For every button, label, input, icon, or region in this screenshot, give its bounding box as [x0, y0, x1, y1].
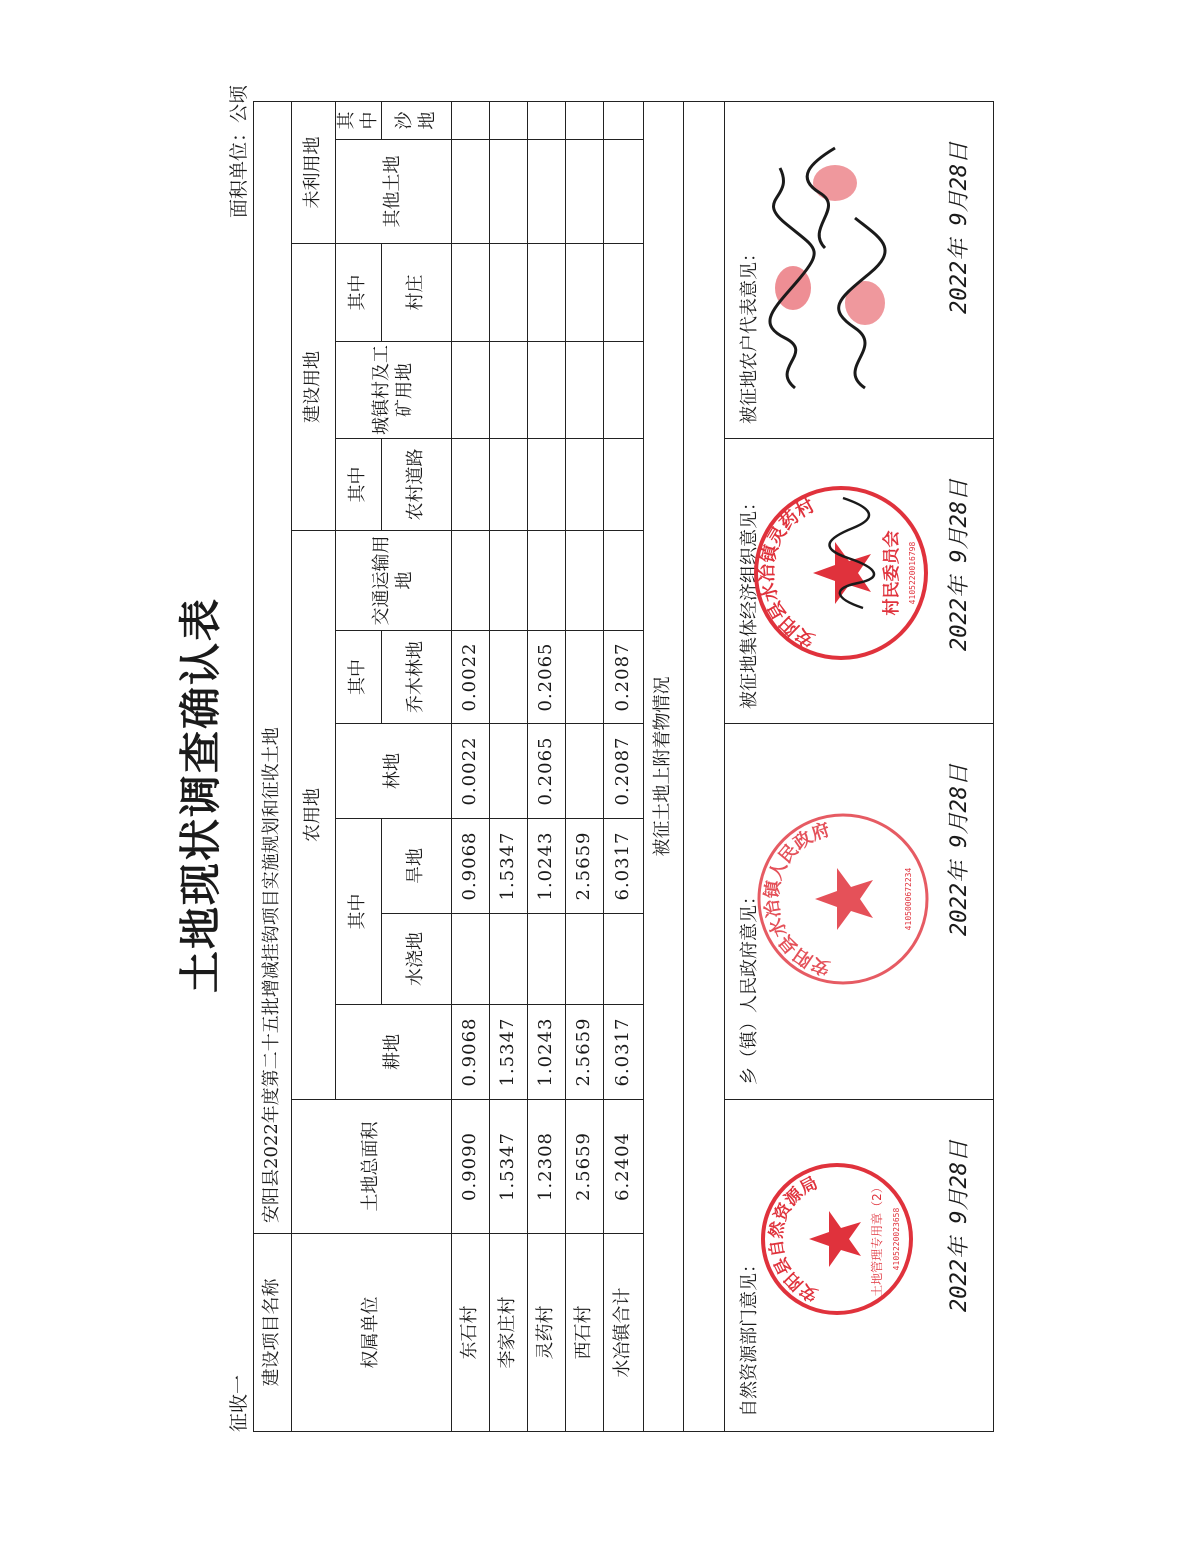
row-dryland: 1.5347 [490, 819, 528, 914]
row-arable: 2.5659 [566, 1005, 604, 1100]
row-rural-road [566, 439, 604, 531]
col-forest-of-which: 其中 [336, 631, 382, 724]
col-total-area: 土地总面积 [292, 1100, 452, 1234]
row-village [452, 244, 490, 342]
col-arbor-forest: 乔木林地 [382, 631, 452, 724]
row-total: 2.5659 [566, 1100, 604, 1234]
opinion-panel-collective [725, 439, 994, 724]
row-forest [490, 724, 528, 819]
svg-text:4105220016798: 4105220016798 [908, 541, 917, 605]
attachments-content [684, 101, 725, 1431]
row-arable: 6.0317 [604, 1005, 644, 1100]
row-transport [566, 531, 604, 631]
row-dryland: 2.5659 [566, 819, 604, 914]
row-dryland: 0.9068 [452, 819, 490, 914]
row-other-land [566, 140, 604, 244]
row-transport [528, 531, 566, 631]
row-total: 0.9090 [452, 1100, 490, 1234]
row-owner: 西石村 [566, 1234, 604, 1432]
col-other-land: 其他土地 [336, 140, 452, 244]
row-forest: 0.0022 [452, 724, 490, 819]
row-urban-mining [490, 342, 528, 439]
doc-tag: 征收一 [228, 1374, 250, 1432]
col-construction-of-which: 其中 [336, 244, 382, 342]
col-unused: 未利用地 [292, 101, 336, 243]
row-rural-road [452, 439, 490, 531]
row-other-land [528, 140, 566, 244]
svg-text:安阳县水冶镇灵药村: 安阳县水冶镇灵药村 [757, 495, 819, 651]
row-village [528, 244, 566, 342]
table-row [528, 101, 566, 1431]
row-village [604, 244, 644, 342]
row-rural-road [528, 439, 566, 531]
row-urban-mining [566, 342, 604, 439]
row-owner: 李家庄村 [490, 1234, 528, 1432]
row-arbor [490, 631, 528, 724]
opinion-label: 乡（镇）人民政府意见： [739, 887, 760, 1085]
col-sandy: 沙地 [382, 101, 452, 139]
attachments-label: 被征土地上附着物情况 [644, 101, 684, 1431]
col-irrigated: 水浇地 [382, 914, 452, 1005]
row-village [490, 244, 528, 342]
col-arable: 耕地 [336, 1005, 452, 1100]
svg-text:4105000672234: 4105000672234 [904, 867, 913, 931]
row-sandy [452, 101, 490, 139]
row-forest: 0.2065 [528, 724, 566, 819]
col-unused-of-which: 其中 [336, 101, 382, 139]
svg-text:安阳县水冶镇人民政府: 安阳县水冶镇人民政府 [761, 819, 833, 979]
opinion-label: 被征地集体经济组织意见： [739, 493, 760, 709]
row-arable: 1.5347 [490, 1005, 528, 1100]
opinion-panel-town [725, 724, 994, 1100]
row-total: 1.5347 [490, 1100, 528, 1234]
seal-town-government [753, 809, 933, 989]
row-arable: 0.9068 [452, 1005, 490, 1100]
opinion-label: 被征地农户代表意见： [739, 244, 760, 424]
col-construction: 建设用地 [292, 244, 336, 531]
svg-text:村民委员会: 村民委员会 [882, 530, 902, 616]
project-name: 安阳县2022年度第二十五批增减挂钩项目实施规划和征收土地 [254, 101, 292, 1233]
row-forest [566, 724, 604, 819]
row-arbor: 0.0022 [452, 631, 490, 724]
col-dryland: 旱地 [382, 819, 452, 914]
row-sandy [566, 101, 604, 139]
row-arable: 1.0243 [528, 1005, 566, 1100]
project-name-label: 建设项目名称 [254, 1234, 292, 1432]
col-transport-of-which: 其中 [336, 439, 382, 531]
svg-text:安阳县自然资源局: 安阳县自然资源局 [766, 1173, 822, 1305]
col-forest: 林地 [336, 724, 452, 819]
opinion-date: 2022年 9月28日 [946, 479, 972, 651]
opinion-date: 2022年 9月28日 [946, 141, 972, 314]
page-title: 土地现状调查确认表 [176, 596, 225, 993]
seal-resource-bureau [757, 1159, 917, 1319]
row-arbor: 0.2087 [604, 631, 644, 724]
col-rural-road: 农村道路 [382, 439, 452, 531]
table-row [566, 101, 604, 1431]
row-transport [452, 531, 490, 631]
row-urban-mining [452, 342, 490, 439]
row-other-land [604, 140, 644, 244]
fingerprint-signatures [765, 138, 935, 398]
row-irrigated [528, 914, 566, 1005]
row-urban-mining [604, 342, 644, 439]
col-urban-mining: 城镇村及工矿用地 [336, 342, 452, 439]
row-arbor: 0.2065 [528, 631, 566, 724]
row-other-land [452, 140, 490, 244]
row-dryland: 1.0243 [528, 819, 566, 914]
row-rural-road [490, 439, 528, 531]
survey-table [253, 101, 994, 1432]
col-transport: 交通运输用地 [336, 531, 452, 631]
col-arable-of-which: 其中 [336, 819, 382, 1005]
row-total: 1.2308 [528, 1100, 566, 1234]
row-sandy [528, 101, 566, 139]
row-total: 6.2404 [604, 1100, 644, 1234]
row-village [566, 244, 604, 342]
opinion-panel-farmers [725, 101, 994, 438]
row-irrigated [490, 914, 528, 1005]
svg-text:4105220023658: 4105220023658 [892, 1207, 901, 1271]
row-urban-mining [528, 342, 566, 439]
opinion-panel-resource [725, 1100, 994, 1432]
col-village: 村庄 [382, 244, 452, 342]
row-transport [490, 531, 528, 631]
row-sandy [490, 101, 528, 139]
row-arbor [566, 631, 604, 724]
opinion-label: 自然资源部门意见： [739, 1255, 760, 1417]
row-owner: 东石村 [452, 1234, 490, 1432]
row-other-land [490, 140, 528, 244]
opinion-date: 2022年 9月28日 [946, 1140, 972, 1312]
row-forest: 0.2087 [604, 724, 644, 819]
table-row [490, 101, 528, 1431]
row-owner: 水冶镇合计 [604, 1234, 644, 1432]
row-sandy [604, 101, 644, 139]
col-agri: 农用地 [292, 531, 336, 1100]
row-dryland: 6.0317 [604, 819, 644, 914]
table-row [604, 101, 644, 1431]
handwritten-signature [823, 493, 883, 613]
area-unit-label: 面积单位：公顷 [228, 84, 250, 218]
row-transport [604, 531, 644, 631]
row-rural-road [604, 439, 644, 531]
col-owner: 权属单位 [292, 1234, 452, 1432]
table-row [452, 101, 490, 1431]
row-owner: 灵药村 [528, 1234, 566, 1432]
row-irrigated [566, 914, 604, 1005]
svg-text:土地管理专用章（2）: 土地管理专用章（2） [870, 1181, 884, 1297]
row-irrigated [452, 914, 490, 1005]
opinion-date: 2022年 9月28日 [946, 764, 972, 936]
row-irrigated [604, 914, 644, 1005]
